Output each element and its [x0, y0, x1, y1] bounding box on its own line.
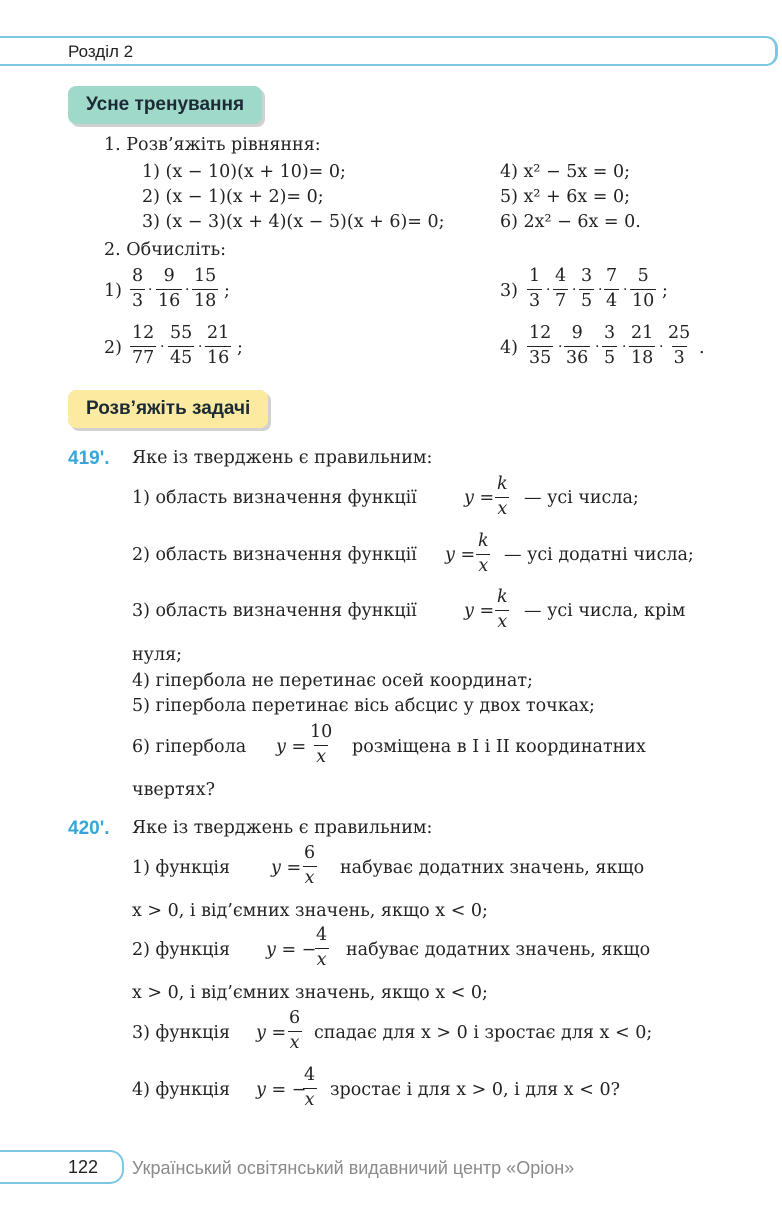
problem-419-question: Яке із тверджень є правильним: [132, 448, 433, 468]
fraction-6-over-x: $\frac{6}{x}$ [304, 843, 316, 888]
oral-training-tag: Усне тренування [68, 86, 262, 124]
calc-3-end: ; [662, 281, 668, 301]
fraction: $\frac{9}{36}$ [566, 323, 589, 368]
task1-heading: 1. Розв’яжіть рівняння: [104, 135, 321, 155]
fraction: $\frac{8}{3}$ [132, 266, 144, 311]
page-number-tab [0, 1150, 124, 1184]
p420-s2-cont: x > 0, і від’ємних значень, якщо x < 0; [132, 983, 488, 1003]
multiply-dot: · [659, 339, 664, 355]
y-equals: y = [276, 737, 307, 757]
equation-1: 1) (x − 10)(x + 10)= 0; [142, 162, 346, 182]
multiply-dot: · [622, 339, 627, 355]
calc-1-end: ; [224, 281, 230, 301]
fraction-k-over-x: $\frac{k}{x}$ [497, 474, 508, 519]
fraction: $\frac{7}{4}$ [606, 266, 618, 311]
p419-s1-text: 1) область визначення функції [132, 488, 417, 508]
multiply-dot: · [148, 282, 153, 298]
p419-s6-cont: чвертях? [132, 780, 215, 800]
calc-2-end: ; [237, 338, 243, 358]
multiply-dot: · [598, 282, 603, 298]
page-number: 122 [68, 1157, 99, 1177]
y-equals: y = [464, 488, 495, 508]
multiply-dot: · [160, 339, 165, 355]
equation-4: 4) x² − 5x = 0; [500, 162, 631, 182]
fraction: $\frac{5}{10}$ [632, 266, 655, 311]
equation-3: 3) (x − 3)(x + 4)(x − 5)(x + 6)= 0; [142, 212, 445, 232]
fraction: $\frac{3}{5}$ [581, 266, 593, 311]
task2-heading: 2. Обчисліть: [104, 240, 226, 260]
chapter-title: Розділ 2 [68, 42, 134, 61]
p420-s3-tail: спадає для x > 0 і зростає для x < 0; [314, 1023, 653, 1043]
fraction-4-over-x: $\frac{4}{x}$ [304, 1065, 316, 1110]
calc-1-label: 1) [104, 281, 122, 301]
multiply-dot: · [623, 282, 628, 298]
calc-3-label: 3) [500, 281, 518, 301]
fraction-k-over-x: $\frac{k}{x}$ [497, 587, 508, 632]
fraction-k-over-x: $\frac{k}{x}$ [478, 531, 489, 576]
calc-4-end: . [699, 338, 705, 358]
multiply-dot: · [572, 282, 577, 298]
p419-s3-text: 3) область визначення функції [132, 601, 417, 621]
multiply-dot: · [198, 339, 203, 355]
p420-s2-text: 2) функція [132, 940, 231, 960]
fraction: $\frac{55}{45}$ [170, 323, 193, 368]
calc-2-label: 2) [104, 338, 122, 358]
fraction: $\frac{21}{18}$ [631, 323, 654, 368]
equation-5: 5) x² + 6x = 0; [500, 187, 631, 207]
fraction: $\frac{9}{16}$ [158, 266, 181, 311]
p420-s1-cont: x > 0, і від’ємних значень, якщо x < 0; [132, 901, 488, 921]
fraction: $\frac{21}{16}$ [207, 323, 230, 368]
problem-420-question: Яке із тверджень є правильним: [132, 818, 433, 838]
p419-s6-text: 6) гіпербола [132, 737, 247, 757]
p419-s4: 4) гіпербола не перетинає осей координат; [132, 671, 533, 691]
equation-6: 6) 2x² − 6x = 0. [500, 212, 641, 232]
p419-s3-cont: нуля; [132, 645, 183, 665]
equation-2: 2) (x − 1)(x + 2)= 0; [142, 187, 324, 207]
p419-s6-tail: розміщена в І і ІІ координатних [352, 737, 646, 757]
problem-419-number: 419'. [68, 448, 110, 469]
multiply-dot: · [595, 339, 600, 355]
y-equals-negative: y = − [256, 1080, 307, 1100]
fraction: $\frac{25}{3}$ [668, 323, 691, 368]
fraction-4-over-x: $\frac{4}{x}$ [316, 925, 328, 970]
publisher-credit: Український освітянський видавничий центр «Оріон» [132, 1158, 575, 1178]
p419-s2-text: 2) область визначення функції [132, 545, 417, 565]
fraction-10-over-x: $\frac{10}{x}$ [310, 722, 333, 767]
calc-4-label: 4) [500, 338, 518, 358]
p420-s2-tail: набуває додатних значень, якщо [346, 940, 651, 960]
fraction: $\frac{15}{18}$ [194, 266, 217, 311]
p420-s1-tail: набуває додатних значень, якщо [340, 858, 645, 878]
fraction: $\frac{4}{7}$ [555, 266, 567, 311]
multiply-dot: · [546, 282, 551, 298]
p419-s2-tail: — усі додатні числа; [504, 545, 694, 565]
fraction: $\frac{12}{77}$ [132, 323, 155, 368]
p419-s1-tail: — усі числа; [524, 488, 639, 508]
multiply-dot: · [185, 282, 190, 298]
fraction: $\frac{1}{3}$ [529, 266, 541, 311]
y-equals: y = [445, 545, 476, 565]
p420-s1-text: 1) функція [132, 858, 231, 878]
problem-420-number: 420'. [68, 818, 110, 839]
y-equals: y = [464, 601, 495, 621]
p419-s5: 5) гіпербола перетинає вісь абсцис у двох точках; [132, 696, 595, 716]
p420-s3-text: 3) функція [132, 1023, 231, 1043]
p419-s3-tail: — усі числа, крім [524, 601, 686, 621]
y-equals-negative: y = − [266, 940, 317, 960]
fraction: $\frac{12}{35}$ [529, 323, 552, 368]
fraction-6-over-x: $\frac{6}{x}$ [289, 1008, 301, 1053]
y-equals: y = [271, 858, 302, 878]
y-equals: y = [256, 1023, 287, 1043]
p420-s4-text: 4) функція [132, 1080, 231, 1100]
solve-tasks-tag: Розв’яжіть задачі [68, 390, 268, 428]
fraction: $\frac{3}{5}$ [604, 323, 616, 368]
p420-s4-tail: зростає і для x > 0, і для x < 0? [330, 1080, 620, 1100]
multiply-dot: · [558, 339, 563, 355]
